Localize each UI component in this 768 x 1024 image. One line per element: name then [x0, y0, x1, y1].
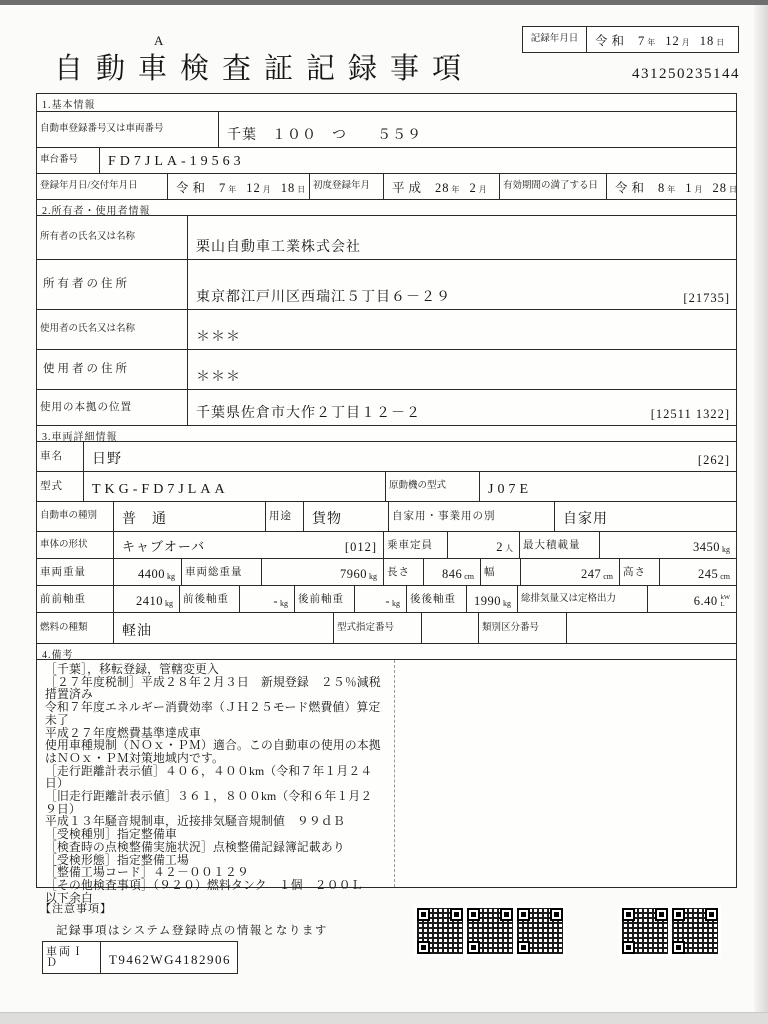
owner-address-value: 東京都江戸川区西瑞江５丁目６－２９ [21735] [187, 260, 736, 309]
row-dates [37, 173, 736, 199]
row-model [37, 471, 736, 501]
section-remarks-header: 4.備考 [37, 643, 736, 659]
height-label: 高さ [619, 559, 659, 585]
owner-address-code: [21735] [683, 291, 730, 305]
ownership-label: 自家用・事業用の別 [388, 502, 554, 531]
axle-front-rear-label: 前後軸重 [179, 586, 239, 612]
section-owner-header: 2.所有者・使用者情報 [37, 199, 736, 215]
first-registration-label: 初度登録年月 [309, 174, 383, 199]
record-date-label: 記録年月日 [523, 27, 587, 52]
remark-line: 平成１３年騒音規制車，近接排気騒音規制値 ９９ｄＢ [45, 814, 345, 829]
notice-title: 【注意事項】 [40, 903, 112, 915]
remark-line: 令和７年度エネルギー消費効率（ＪＨ２５モード燃費値）算定未了 [45, 700, 381, 727]
body-shape-value: キャブオーバ [012] [113, 532, 383, 558]
remark-line: ［千葉］，移転登録，管轄変更入 [45, 662, 220, 676]
height-value: 245 cm [659, 559, 736, 585]
width-value: 247 cm [520, 559, 619, 585]
remark-line: 使用車種規制（ＮＯｘ・ＰＭ）適合。この自動車の使用の本拠はＮＯｘ・ＰＭ対策地域内です。 [45, 738, 381, 765]
vehicle-id-label: 車両ＩＤ [43, 942, 101, 973]
row-user-name [37, 309, 736, 349]
record-date-box [522, 26, 739, 53]
type-approval-label: 型式指定番号 [333, 613, 421, 643]
base-location-value: 千葉県佐倉市大作２丁目１２－２ [12511 1322] [187, 390, 736, 425]
row-body-capacity [37, 531, 736, 558]
owner-address-label: 所有者の住所 [43, 278, 130, 290]
owner-name-value: 栗山自動車工業株式会社 [187, 216, 736, 259]
chassis-number-label: 車台番号 [40, 155, 79, 165]
class-code-value [566, 613, 736, 643]
vehicle-id-box [42, 941, 238, 974]
scan-edge-bottom [0, 1012, 768, 1024]
width-label: 幅 [480, 559, 520, 585]
capacity-value: 2 人 [447, 532, 519, 558]
qr-code [672, 908, 718, 954]
user-name-label: 使用者の氏名又は名称 [40, 324, 136, 334]
kw-per-liter-unit: kW L [720, 594, 730, 608]
user-address-label: 使用者の住所 [43, 363, 130, 375]
section-basic-header: 1.基本情報 [42, 100, 96, 111]
row-plate-number [37, 111, 736, 147]
vehicle-name-value: 日野 [262] [83, 442, 736, 471]
user-name-value: ＊＊＊ [187, 310, 736, 349]
user-address-value: ＊＊＊ [187, 350, 736, 389]
axle-rear-rear-value: 1990 kg [466, 586, 517, 612]
length-value: 846 cm [423, 559, 480, 585]
row-owner-name [37, 215, 736, 259]
remarks-box [37, 659, 736, 905]
axle-front-front-value: 2410 kg [113, 586, 179, 612]
remark-line: ［２７年度税制］平成２８年２月３日 新規登録 ２５％減税措置済み [45, 674, 381, 702]
row-base-location [37, 389, 736, 425]
row-chassis-number [37, 147, 736, 173]
certificate-table [36, 93, 738, 905]
use-value: 貨物 [303, 502, 388, 531]
scan-edge-top [0, 0, 768, 5]
plate-number-value: 千葉 １００ つ ５５９ [218, 112, 736, 147]
row-vehicle-name [37, 441, 736, 471]
qr-code [622, 908, 668, 954]
certificate-number: 431250235144 [632, 66, 740, 82]
fuel-type-value: 軽油 [113, 613, 333, 643]
notice-body: 記録事項はシステム登録時点の情報となります [56, 925, 328, 937]
vehicle-kind-value: 普 通 [113, 502, 265, 531]
row-axle-weights [37, 585, 736, 612]
owner-name-label: 所有者の氏名又は名称 [40, 232, 136, 242]
body-shape-label: 車体の形状 [40, 539, 88, 550]
registration-date-value: 令和 7 年 12 月 18 日 [167, 174, 309, 199]
gross-weight-label: 車両総重量 [181, 559, 261, 585]
remark-line: ［その他検査事項］（９２０）燃料タンク １個 ２００Ｌ [45, 877, 363, 892]
axle-front-front-label: 前前軸重 [40, 593, 86, 605]
vehicle-id-value: T9462WG4182906 [108, 952, 231, 967]
qr-code [467, 908, 513, 954]
qr-code [517, 908, 563, 954]
qr-code [417, 908, 463, 954]
displacement-power-value: 6.40 kW L [647, 586, 736, 612]
fuel-type-label: 燃料の種類 [40, 622, 88, 633]
page-title: 自動車検査証記録事項 [54, 53, 475, 85]
remark-line: 以下余白 [45, 890, 93, 905]
vehicle-weight-label: 車両重量 [40, 566, 86, 578]
max-load-value: 3450 kg [599, 532, 736, 558]
vehicle-weight-value: 4400 kg [113, 559, 181, 585]
axle-rear-front-label: 後前軸重 [294, 586, 354, 612]
gross-weight-value: 7960 kg [261, 559, 383, 585]
expiry-date-label: 有効期間の満了する日 [499, 174, 606, 199]
remark-line: ［受検種別］指定整備車 [45, 827, 177, 842]
vehicle-name-code: [262] [697, 453, 730, 467]
remark-line: 平成２７年度燃費基準達成車 [45, 725, 201, 740]
remark-line: ［旧走行距離計表示値］３６１，８００km（令和６年１月２９日） [45, 789, 373, 816]
base-location-code: [12511 1322] [650, 407, 730, 421]
body-shape-code: [012] [344, 540, 377, 554]
record-date-value: 令和 7 年 12 月 18 日 [595, 34, 725, 48]
engine-model-label: 原動機の型式 [385, 472, 479, 501]
first-registration-value: 平成 28 年 2 月 [383, 174, 499, 199]
row-kind-use [37, 501, 736, 531]
engine-model-value: J07E [479, 472, 736, 501]
base-location-label: 使用の本拠の位置 [40, 402, 132, 413]
expiry-date-value: 令和 8 年 1 月 28 日 [606, 174, 736, 199]
scan-edge-right [754, 5, 768, 1012]
length-label: 長さ [383, 559, 423, 585]
row-user-address [37, 349, 736, 389]
remark-line: ［整備工場コード］４２－００１２９ [45, 865, 249, 880]
vehicle-name-label: 車名 [40, 451, 63, 462]
registration-date-label: 登録年月日/交付年月日 [40, 181, 138, 191]
model-label: 型式 [40, 481, 63, 492]
chassis-number-value: FD7JLA-19563 [99, 148, 736, 173]
row-weights-dimensions [37, 558, 736, 585]
remarks-text [37, 663, 389, 904]
page-mark: A [154, 33, 164, 48]
use-label: 用途 [265, 502, 303, 531]
capacity-label: 乗車定員 [383, 532, 447, 558]
axle-front-rear-value: - kg [239, 586, 294, 612]
type-approval-value [421, 613, 478, 643]
remarks-divider [394, 660, 395, 887]
plate-number-label: 自動車登録番号又は車両番号 [40, 124, 164, 134]
class-code-label: 類別区分番号 [478, 613, 566, 643]
row-fuel-type [37, 612, 736, 643]
remark-line: ［走行距離計表示値］４０６，４００km（令和７年１月２４日） [45, 763, 373, 791]
section-vehicle-header: 3.車両詳細情報 [37, 425, 736, 441]
displacement-power-label: 総排気量又は定格出力 [517, 586, 647, 612]
axle-rear-rear-label: 後後軸重 [406, 586, 466, 612]
max-load-label: 最大積載量 [519, 532, 599, 558]
remark-line: ［検査時の点検整備実施状況］点検整備記録簿記載あり [45, 839, 345, 854]
axle-rear-front-value: - kg [354, 586, 406, 612]
remark-line: ［受検形態］指定整備工場 [45, 852, 189, 867]
ownership-value: 自家用 [554, 502, 736, 531]
model-value: TKG-FD7JLAA [83, 472, 385, 501]
row-owner-address [37, 259, 736, 309]
vehicle-kind-label: 自動車の種別 [40, 511, 98, 521]
